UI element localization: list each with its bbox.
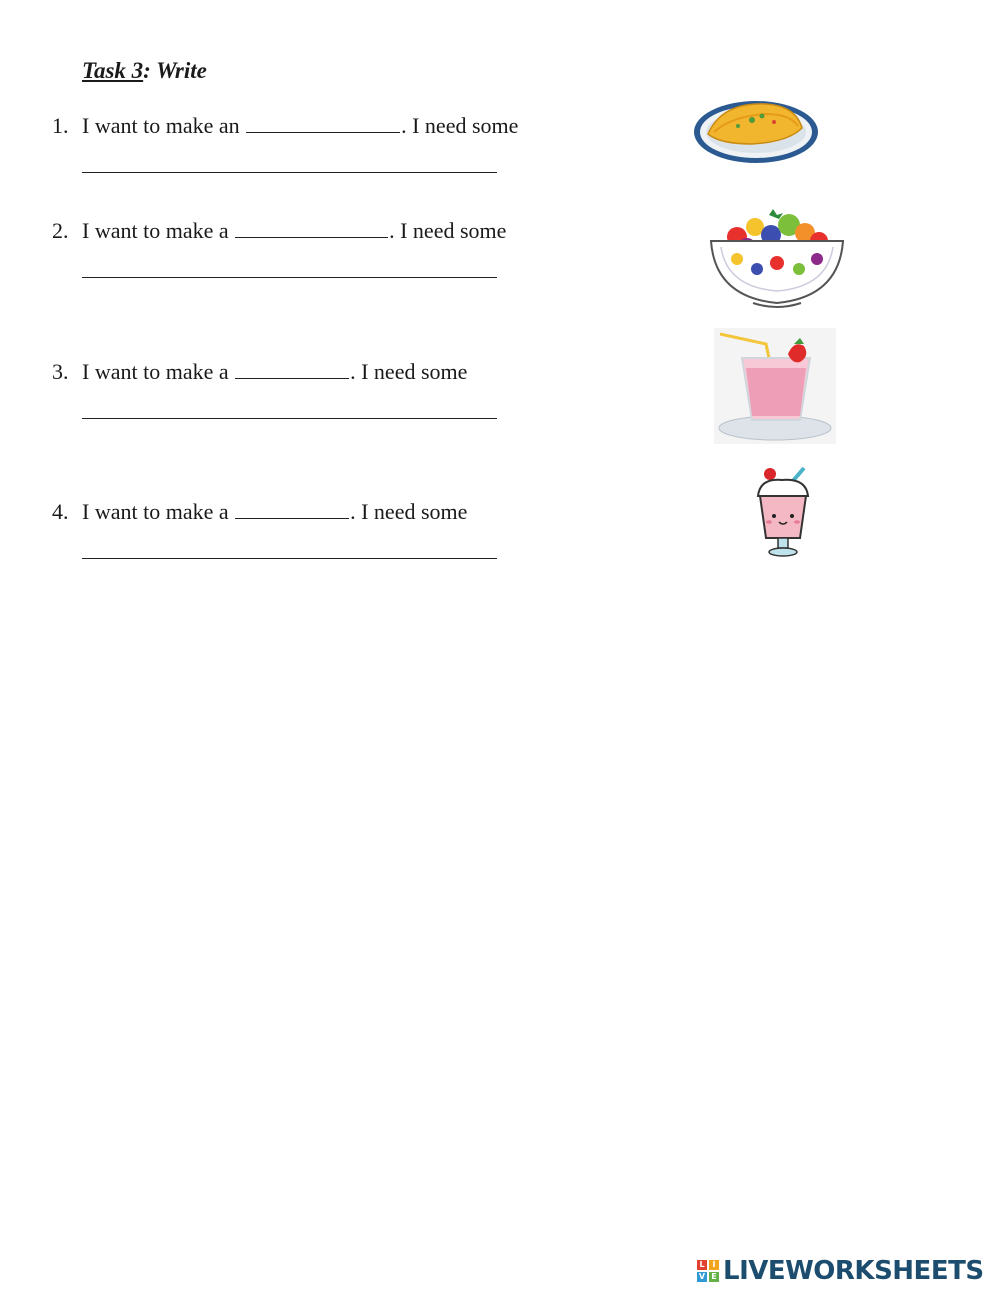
sentence-start: I want to make a — [82, 218, 235, 243]
fill-in-blank[interactable] — [235, 377, 349, 379]
question-sentence — [82, 499, 467, 525]
sentence-start: I want to make a — [82, 499, 235, 524]
sentence-end: . I need some — [389, 218, 507, 243]
sentence-end: . I need some — [350, 499, 468, 524]
sentence-start: I want to make an — [82, 113, 246, 138]
question-number: 4. — [52, 499, 69, 524]
answer-line[interactable] — [82, 558, 497, 559]
smoothie-icon — [714, 328, 836, 444]
logo-badge — [697, 1260, 719, 1282]
sentence-end: . I need some — [401, 113, 519, 138]
task-title — [82, 58, 207, 84]
logo-letter: L — [697, 1260, 707, 1270]
fill-in-blank[interactable] — [246, 131, 400, 133]
fruit-salad-icon — [707, 207, 847, 315]
logo-letter: I — [709, 1260, 719, 1270]
question-number: 3. — [52, 359, 69, 384]
answer-line[interactable] — [82, 418, 497, 419]
milkshake-icon — [752, 464, 816, 560]
task-title-underlined: Task 3 — [82, 58, 144, 83]
question-number: 2. — [52, 218, 69, 243]
fill-in-blank[interactable] — [235, 517, 349, 519]
question-sentence — [82, 218, 506, 244]
task-title-rest: : Write — [143, 58, 207, 83]
answer-line[interactable] — [82, 172, 497, 173]
answer-line[interactable] — [82, 277, 497, 278]
logo-letter: V — [698, 1272, 706, 1281]
sentence-start: I want to make a — [82, 359, 235, 384]
omelette-icon — [692, 94, 820, 166]
logo-letter: E — [709, 1272, 719, 1282]
liveworksheets-logo — [697, 1257, 984, 1285]
fill-in-blank[interactable] — [235, 236, 388, 238]
question-sentence — [82, 113, 518, 139]
sentence-end: . I need some — [350, 359, 468, 384]
logo-text: LIVEWORKSHEETS — [723, 1256, 984, 1286]
question-sentence — [82, 359, 467, 385]
question-number: 1. — [52, 113, 69, 138]
